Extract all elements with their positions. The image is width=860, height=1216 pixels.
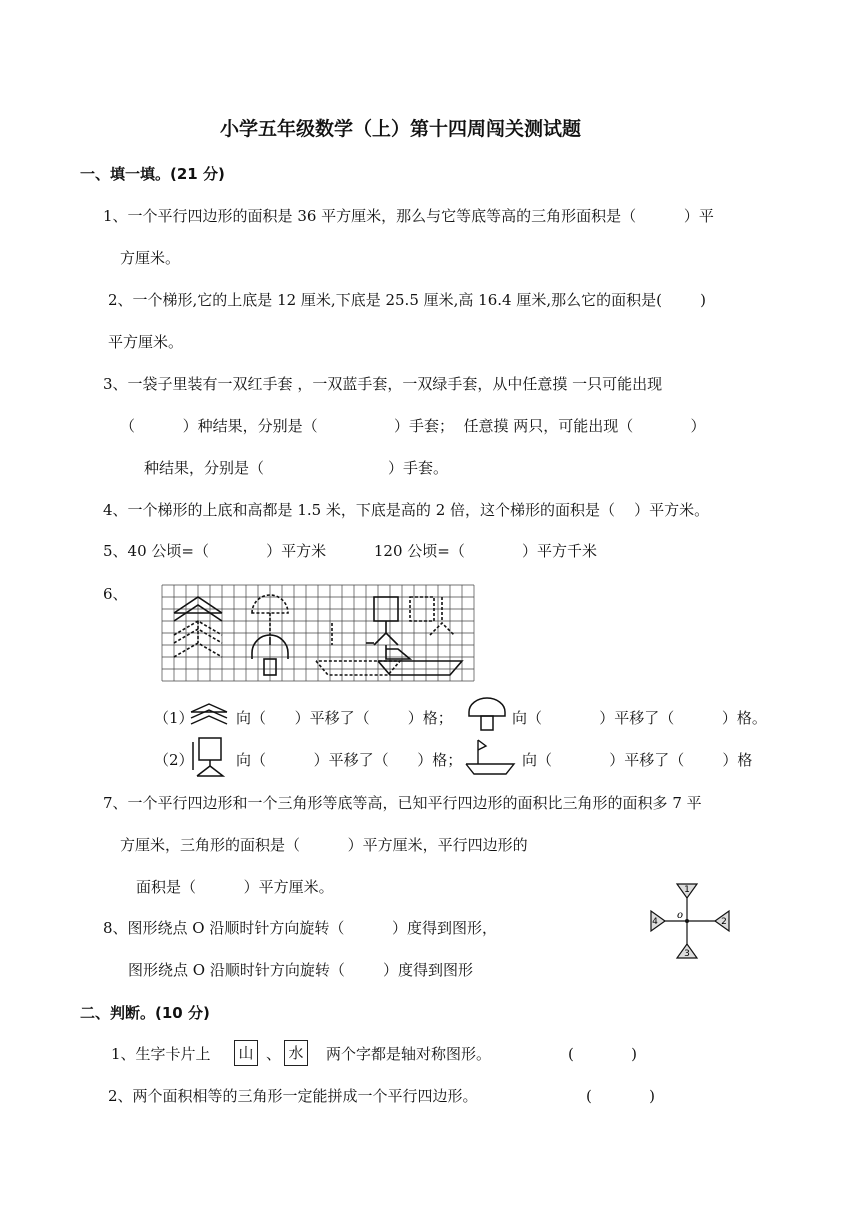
q4-text: 4、一个梯形的上底和高都是 1.5 米，下底是高的 2 倍，这个梯形的面积是（ ）平方米。 (103, 501, 710, 519)
section-heading-fill: 一、填一填。(21 分) (80, 165, 225, 183)
q3-line1: 3、一袋子里装有一双红手套 ，一双蓝手套，一双绿手套，从中任意摸 一只可能出现 (103, 375, 663, 393)
q6-row1-b: 向（ ）平移了（ ）格。 (512, 709, 767, 727)
mushroom-shape-icon (466, 698, 508, 732)
figure-label-2: 2 (721, 917, 727, 927)
q6-row1-a: 向（ ）平移了（ ）格； (236, 709, 453, 727)
rotation-center-label: o (677, 910, 684, 921)
character-card-shui: 水 (284, 1040, 308, 1066)
character-card-shan: 山 (234, 1040, 258, 1066)
q6-row1-label: （1） (154, 709, 194, 727)
figure-label-3: 3 (684, 949, 690, 959)
q7-line1: 7、一个平行四边形和一个三角形等底等高，已知平行四边形的面积比三角形的面积多 7 平 (103, 794, 702, 812)
q3-line3: 种结果，分别是（ ）手套。 (144, 459, 448, 477)
rotation-figure (645, 880, 735, 962)
q5-text: 5、40 公顷=（ ）平方米 120 公顷=（ ）平方千米 (103, 542, 598, 560)
chevron-shape-icon (187, 702, 231, 726)
s2-q1-before: 1、生字卡片上 (111, 1045, 211, 1063)
q6-grid-figure (160, 583, 476, 683)
q6-row2-a: 向（ ）平移了（ ）格； (236, 751, 463, 769)
q7-line2: 方厘米，三角形的面积是（ ）平方厘米，平行四边形的 (120, 836, 528, 854)
s2-q2-paren: ( ) (586, 1087, 655, 1105)
q6-number: 6、 (103, 585, 128, 603)
page-title: 小学五年级数学（上）第十四周闯关测试题 (220, 118, 582, 140)
section-heading-judge: 二、判断。(10 分) (80, 1004, 210, 1022)
q6-row2-label: （2） (154, 751, 194, 769)
q3-line2: （ ）种结果，分别是（ ）手套； 任意摸 两只，可能出现（ ） (120, 417, 706, 435)
q2-line2: 平方厘米。 (108, 333, 184, 351)
q7-line3: 面积是（ ）平方厘米。 (136, 878, 334, 896)
q8-line1: 8、图形绕点 O 沿顺时针方向旋转（ ）度得到图形， (103, 919, 498, 937)
boat-shape-icon (462, 736, 518, 776)
q2-line1: 2、一个梯形,它的上底是 12 厘米,下底是 25.5 厘米,高 16.4 厘米,那么它的面积是( ) (108, 291, 706, 309)
q1-line2: 方厘米。 (120, 249, 181, 267)
s2-q1-sep: 、 (266, 1045, 282, 1063)
s2-q1-after: 两个字都是轴对称图形。 (326, 1045, 492, 1063)
q6-row2-b: 向（ ）平移了（ ）格 (522, 751, 753, 769)
figure-label-4: 4 (652, 917, 658, 927)
flag-shape-icon (191, 736, 229, 778)
s2-q2-text: 2、两个面积相等的三角形一定能拼成一个平行四边形。 (108, 1087, 478, 1105)
q1-line1: 1、一个平行四边形的面积是 36 平方厘米，那么与它等底等高的三角形面积是（ ）平 (103, 207, 714, 225)
figure-label-1: 1 (684, 885, 690, 895)
s2-q1-paren: ( ) (568, 1045, 637, 1063)
q8-line2: 图形绕点 O 沿顺时针方向旋转（ ）度得到图形 (128, 961, 473, 979)
